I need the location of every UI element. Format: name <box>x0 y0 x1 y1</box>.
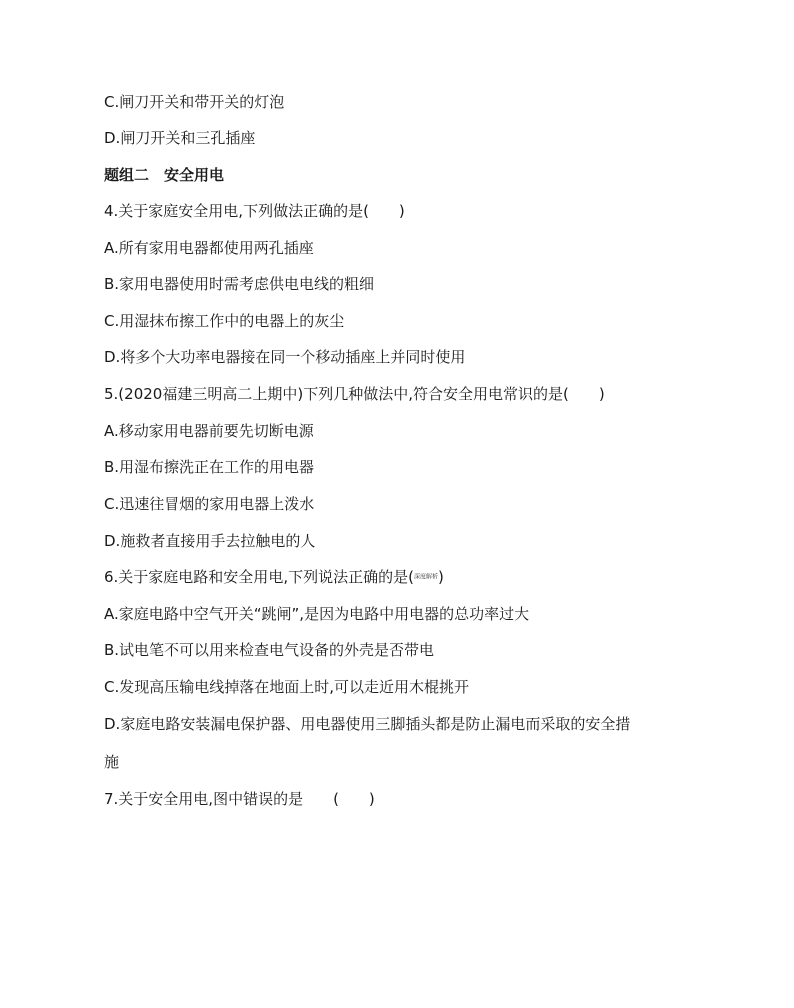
q3-option-d: D.闸刀开关和三孔插座 <box>104 129 256 147</box>
q5-option-b: B.用湿布擦洗正在工作的用电器 <box>104 458 315 476</box>
q6-option-d: D.家庭电路安装漏电保护器、用电器使用三脚插头都是防止漏电而采取的安全措 <box>104 715 631 733</box>
q6-option-b: B.试电笔不可以用来检查电气设备的外壳是否带电 <box>104 641 435 659</box>
q4-option-c: C.用湿抹布擦工作中的电器上的灰尘 <box>104 312 345 330</box>
q5-stem: 5.(2020福建三明高二上期中)下列几种做法中,符合安全用电常识的是( ) <box>104 385 605 403</box>
q5-option-d: D.施救者直接用手去拉触电的人 <box>104 532 316 550</box>
q6-stem: 6.关于家庭电路和安全用电,下列说法正确的是( <box>104 568 414 586</box>
q6-option-c: C.发现高压输电线掉落在地面上时,可以走近用木棍挑开 <box>104 678 470 696</box>
q4-option-d: D.将多个大功率电器接在同一个移动插座上并同时使用 <box>104 348 466 366</box>
q5-option-c: C.迅速往冒烟的家用电器上泼水 <box>104 495 315 513</box>
q6-stem-close: ) <box>437 568 444 586</box>
q7-stem: 7.关于安全用电,图中错误的是 ( ) <box>104 790 375 808</box>
q6-option-a: A.家庭电路中空气开关“跳闸”,是因为电路中用电器的总功率过大 <box>104 605 530 623</box>
q6-deep-analysis-tag: 深度解析 <box>413 573 438 581</box>
q4-option-a: A.所有家用电器都使用两孔插座 <box>104 239 314 257</box>
q4-option-b: B.家用电器使用时需考虑供电电线的粗细 <box>104 275 375 293</box>
q5-option-a: A.移动家用电器前要先切断电源 <box>104 422 314 440</box>
q6-stem-line <box>104 567 444 588</box>
q6-option-d-continued: 施 <box>104 753 120 771</box>
section-heading: 题组二 安全用电 <box>104 166 225 184</box>
q3-option-c: C.闸刀开关和带开关的灯泡 <box>104 93 285 111</box>
q4-stem: 4.关于家庭安全用电,下列做法正确的是( ) <box>104 202 405 220</box>
